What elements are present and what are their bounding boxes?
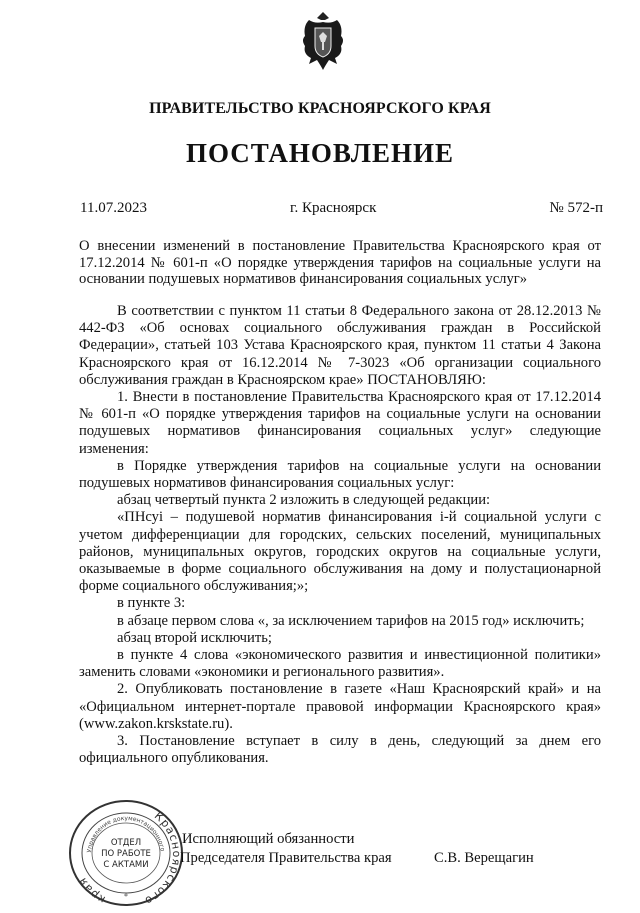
document-number: № 572-п <box>549 200 603 216</box>
document-type-title: ПОСТАНОВЛЕНИЕ <box>185 138 455 168</box>
body-paragraph: 2. Опубликовать постановление в газете «Наш Красноярский край» и на «Официальном интернет-портале правовой информации Красноярского края» (www.zakon.krskstate.ru). <box>79 681 601 732</box>
body-paragraph: 3. Постановление вступает в силу в день, следующий за днем его официального опубликования. <box>79 733 601 767</box>
body-paragraph: в пункте 4 слова «экономического развития и инвестиционной политики» заменить словами «экономики и регионального развития». <box>79 647 601 681</box>
svg-text:ОТДЕЛ: ОТДЕЛ <box>110 838 142 848</box>
body-paragraph: в пункте 3: <box>117 595 186 612</box>
seal-stamp <box>63 795 189 907</box>
document-date: 11.07.2023 <box>80 200 147 216</box>
svg-text:ПО РАБОТЕ: ПО РАБОТЕ <box>101 849 151 859</box>
signatory-title-line2: Председателя Правительства края <box>180 850 392 866</box>
svg-text:края: края <box>75 874 108 907</box>
body-paragraph: абзац второй исключить; <box>117 629 272 646</box>
organization-title: ПРАВИТЕЛЬСТВО КРАСНОЯРСКОГО КРАЯ <box>149 100 491 117</box>
svg-text:Управление документационного о: Управление документационного <box>86 814 166 854</box>
body-paragraph: 1. Внести в постановление Правительства Красноярского края от 17.12.2014 № 601-п «О порядке утверждения тарифов на социальные услуги на основании подушевых нормативов финансирования социальных услуг» следующие изменения: <box>79 389 601 457</box>
svg-text:Красноярского: Красноярского <box>142 809 184 907</box>
document-subject <box>79 238 601 288</box>
body-paragraph: абзац четвертый пункта 2 изложить в следующей редакции: <box>117 492 491 509</box>
coat-of-arms-icon <box>299 10 347 72</box>
document-city: г. Красноярск <box>290 200 377 216</box>
body-paragraph: в абзаце первом слова «, за исключением тарифов на 2015 год» исключить; <box>117 612 585 629</box>
signatory-title-line1: Исполняющий обязанности <box>182 831 355 847</box>
subject-text: О внесении изменений в постановление Правительства Красноярского края от 17.12.2014 № 601-п «О порядке утверждения тарифов на социальные услуги на основании подушевых нормативов финансирования социальных услуг» <box>79 238 601 288</box>
svg-text:С АКТАМИ: С АКТАМИ <box>103 860 149 870</box>
body-paragraph: В соответствии с пунктом 11 статьи 8 Федерального закона от 28.12.2013 № 442-ФЗ «Об основах социального обслуживания граждан в Российской Федерации», статьей 103 Устава Красноярского края, пунктом 11 статьи 4 Закона Красноярского края от 16.12.2014 № 7-3023 «Об организации социального обслуживания граждан в Красноярском крае» ПОСТАНОВЛЯЮ: <box>79 303 601 388</box>
document-body <box>79 303 601 767</box>
svg-text:*: * <box>124 892 128 901</box>
body-paragraph: в Порядке утверждения тарифов на социальные услуги на основании подушевых нормативов финансирования социальных услуг: <box>79 457 601 492</box>
body-paragraph: «ПНсуi – подушевой норматив финансирования i-й социальной услуги с учетом дифференциации для городских, сельских поселений, муниципальных районов, муниципальных округов, городских округов на социальные услуги, оказываемые в форме социального обслуживания на дому и полустационарной форме социального обслуживания;»; <box>79 509 601 595</box>
signatory-name: С.В. Верещагин <box>434 850 534 866</box>
